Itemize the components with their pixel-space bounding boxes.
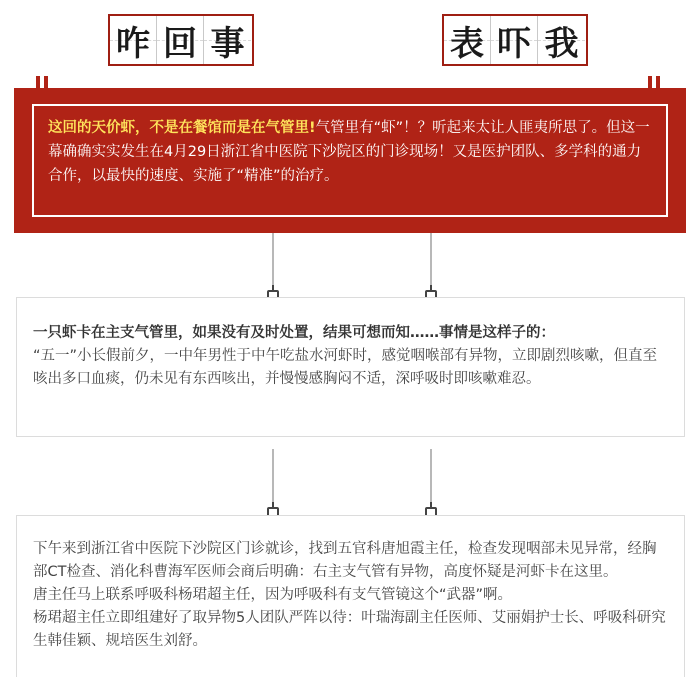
title-char: 事 (204, 16, 251, 64)
card2-paragraph-1: 下午来到浙江省中医院下沙院区门诊就诊，找到五官科唐旭霞主任，检查发现咽部未见异常，经胸部CT检查、消化科曹海军医师会商后明确：右主支气管有异物，高度怀疑是河虾卡在这里。 (33, 541, 657, 580)
title-char: 咋 (110, 16, 157, 64)
card1-text: “五一”小长假前夕，一中年男性于中午吃盐水河虾时，感觉咽喉部有异物，立即剧烈咳嗽，但直至咳出多口血痰，仍未见有东西咳出，并慢慢感胸闷不适，深呼吸时即咳嗽难忍。 (33, 348, 658, 387)
title-box-left (108, 14, 254, 66)
title-char: 回 (157, 16, 204, 64)
title-box-right (442, 14, 588, 66)
hanging-string (272, 449, 274, 509)
intro-paragraph (48, 116, 652, 188)
title-char: 吓 (491, 16, 538, 64)
story-card-2 (16, 515, 685, 677)
hanging-string (272, 233, 274, 291)
hanging-string (430, 449, 432, 509)
intro-panel (14, 88, 686, 233)
title-char: 表 (444, 16, 491, 64)
card1-lead: 一只虾卡在主支气管里，如果没有及时处置，结果可想而知……事情是这样子的： (33, 325, 555, 341)
card2-paragraph-2: 唐主任马上联系呼吸科杨珺超主任，因为呼吸科有支气管镜这个“武器”啊。 (33, 587, 513, 603)
story-card-1 (16, 297, 685, 437)
hanging-string (430, 233, 432, 291)
card2-paragraph-3: 杨珺超主任立即组建好了取异物5人团队严阵以待：叶瑞海副主任医师、艾丽娟护士长、呼吸科研究生韩佳颖、规培医生刘舒。 (33, 610, 666, 649)
intro-highlight: 这回的天价虾，不是在餐馆而是在气管里! (48, 120, 316, 136)
intro-frame (32, 104, 668, 217)
intro-text: 气管里有“虾”！？听起来太让人匪夷所思了。但这一幕确确实实发生在4月29日浙江省中医院下沙院区的门诊现场！又是医护团队、多学科的通力合作，以最快的速度、实施了“精准”的治疗。 (48, 120, 650, 184)
title-char: 我 (538, 16, 585, 64)
